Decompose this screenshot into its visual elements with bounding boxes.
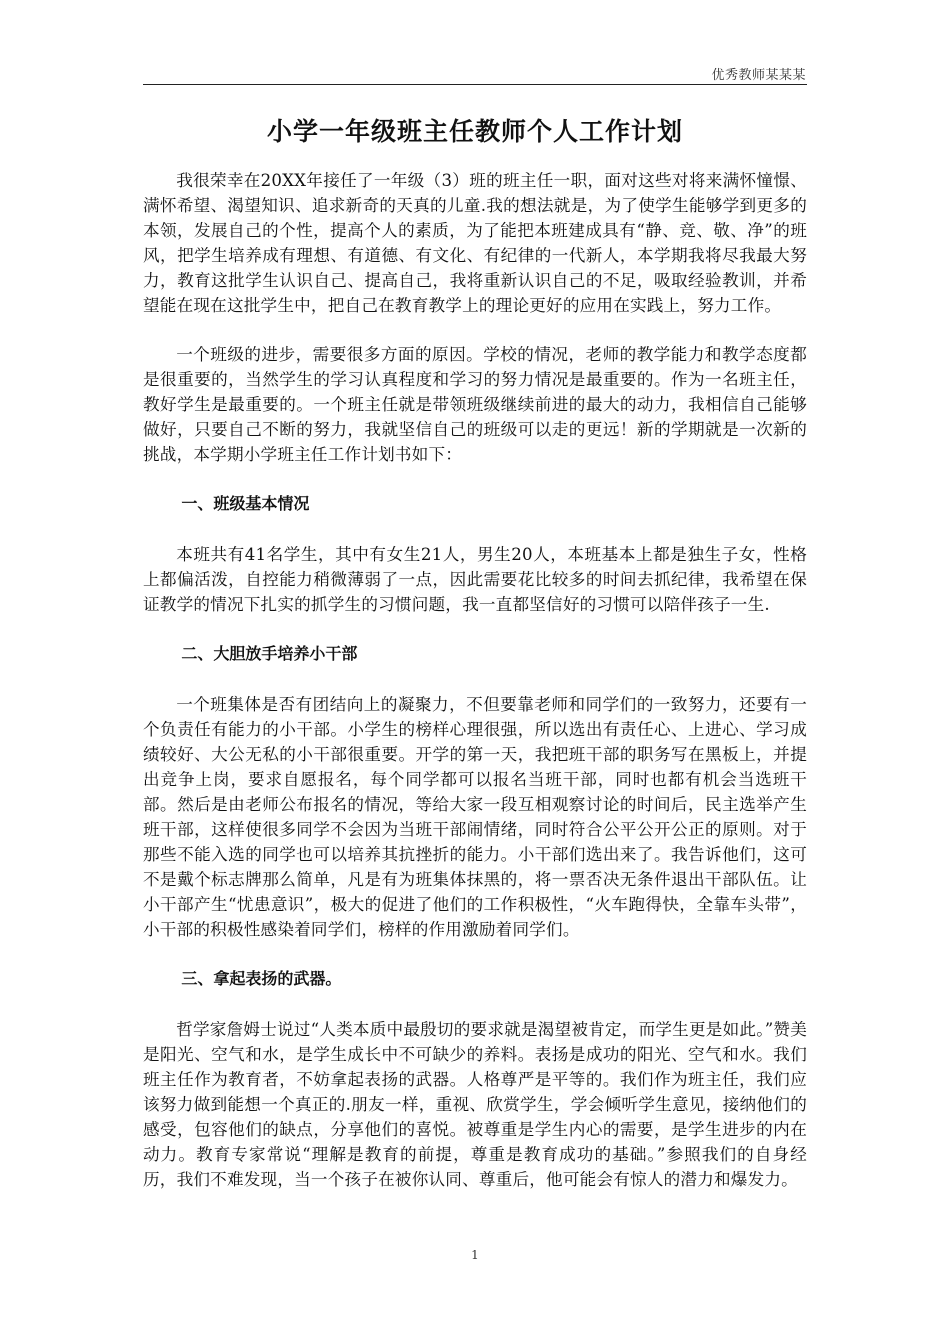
- header-divider: [143, 84, 807, 85]
- section-body-class-cadres: 一个班集体是否有团结向上的凝聚力，不但要靠老师和同学们的一致努力，还要有一个负责任有能力的小干部。小学生的榜样心理很强，所以选出有责任心、上进心、学习成绩较好、大公无私的小干部很重要。开学的第一天，我把班干部的职务写在黑板上，并提出竞争上岗，要求自愿报名，每个同学都可以报名当班干部，同时也都有机会当选班干部。然后是由老师公布报名的情况，等给大家一段互相观察讨论的时间后，民主选举产生班干部，这样使很多同学不会因为当班干部闹情绪，同时符合公平公开公正的原则。对于那些不能入选的同学也可以培养其抗挫折的能力。小干部们选出来了。我告诉他们，这可不是戴个标志牌那么简单，凡是有为班集体抹黑的，将一票否决无条件退出干部队伍。让小干部产生“忧患意识”，极大的促进了他们的工作积极性，“火车跑得快，全靠车头带”，小干部的积极性感染着同学们，榜样的作用激励着同学们。: [143, 695, 807, 939]
- section-heading-class-cadres: 二、大胆放手培养小干部: [181, 644, 358, 663]
- section-heading-class-situation: 一、班级基本情况: [181, 494, 310, 513]
- intro-paragraph-1: 我很荣幸在20XX年接任了一年级（3）班的班主任一职，面对这些对将来满怀憧憬、满怀希望、渴望知识、追求新奇的天真的儿童.我的想法就是，为了使学生能够学到更多的本领，发展自己的个性，提高个人的素质，为了能把本班建成具有“静、竞、敬、净”的班风，把学生培养成有理想、有道德、有文化、有纪律的一代新人，本学期我将尽我最大努力，教育这批学生认识自己、提高自己，我将重新认识自己的不足，吸取经验教训，并希望能在现在这批学生中，把自己在教育教学上的理论更好的应用在实践上，努力工作。: [143, 171, 807, 315]
- intro-paragraph-2: 一个班级的进步，需要很多方面的原因。学校的情况，老师的教学能力和教学态度都是很重要的，当然学生的学习认真程度和学习的努力情况是最重要的。作为一名班主任，教好学生是最重要的。一个班主任就是带领班级继续前进的最大的动力，我相信自己能够做好，只要自己不断的努力，我就坚信自己的班级可以走的更远！新的学期就是一次新的挑战，本学期小学班主任工作计划书如下：: [143, 345, 807, 464]
- page-number: 1: [471, 1248, 479, 1262]
- section-body-class-situation: 本班共有41名学生，其中有女生21人，男生20人，本班基本上都是独生子女，性格上都偏活泼，自控能力稍微薄弱了一点，因此需要花比较多的时间去抓纪律，我希望在保证教学的情况下扎实的抓学生的习惯问题，我一直都坚信好的习惯可以陪伴孩子一生.: [143, 545, 807, 614]
- section-heading-praise: 三、拿起表扬的武器。: [181, 969, 342, 988]
- document-title: 小学一年级班主任教师个人工作计划: [266, 117, 683, 146]
- page-header-author: 优秀教师某某某: [711, 68, 806, 83]
- document-body: [143, 168, 807, 1216]
- section-body-praise: 哲学家詹姆士说过“人类本质中最殷切的要求就是渴望被肯定，而学生更是如此。”赞美是阳光、空气和水，是学生成长中不可缺少的养料。表扬是成功的阳光、空气和水。我们班主任作为教育者，不妨拿起表扬的武器。人格尊严是平等的。我们作为班主任，我们应该努力做到能想一个真正的.朋友一样，重视、欣赏学生，学会倾听学生意见，接纳他们的感受，包容他们的缺点，分享他们的喜悦。被尊重是学生内心的需要，是学生进步的内在动力。教育专家常说“理解是教育的前提，尊重是教育成功的基础。”参照我们的自身经历，我们不难发现，当一个孩子在被你认同、尊重后，他可能会有惊人的潜力和爆发力。: [143, 1020, 807, 1189]
